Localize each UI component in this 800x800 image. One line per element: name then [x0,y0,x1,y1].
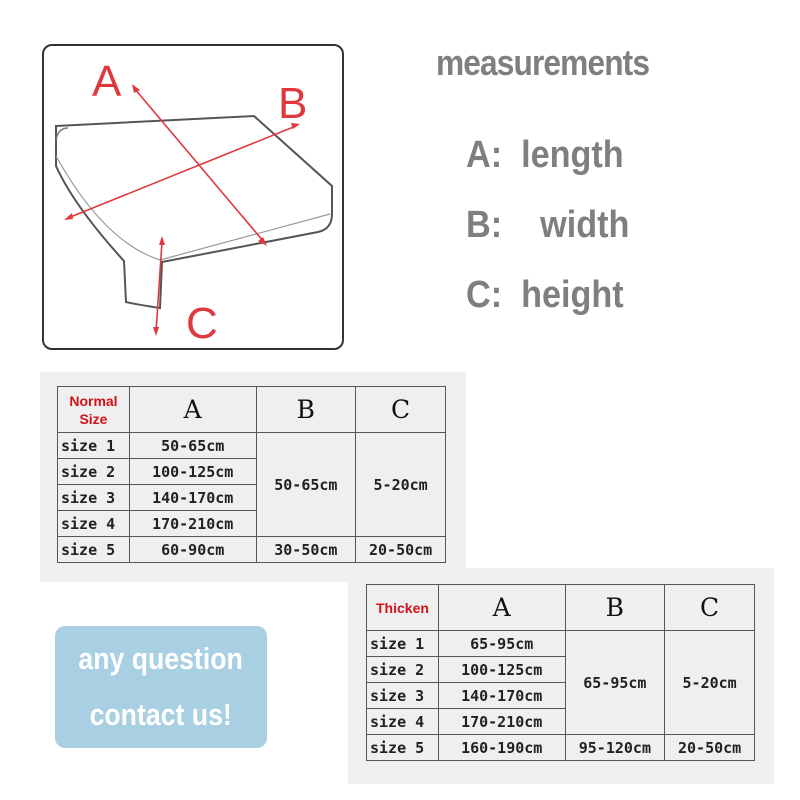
length-cell: 50-65cm [129,433,256,459]
cushion-side-edge [56,156,160,260]
width-cell-shared: 65-95cm [565,631,665,735]
legend-key: A: [466,134,503,176]
height-cell: 20-50cm [665,735,755,761]
column-header-c: C [356,387,446,433]
table-row [367,735,755,761]
column-header-a: A [438,585,565,631]
table-header-row [367,585,755,631]
cushion-illustration [44,46,342,348]
table-corner-label [58,387,130,433]
size-label: size 3 [367,683,439,709]
length-cell: 170-210cm [129,511,256,537]
normal-size-table [57,386,446,563]
measurements-title: measurements [436,42,650,83]
length-cell: 170-210cm [438,709,565,735]
cushion-diagram [42,44,344,350]
table-header-row [58,387,446,433]
normal-label-line2: Size [79,410,108,427]
length-cell: 140-170cm [438,683,565,709]
legend-row-b [466,204,629,247]
length-cell: 60-90cm [129,537,256,563]
width-cell-shared: 50-65cm [256,433,356,537]
contact-line2: contact us! [89,697,233,732]
size-label: size 1 [58,433,130,459]
contact-us-button[interactable] [55,626,267,748]
length-cell: 160-190cm [438,735,565,761]
table-corner-label [367,585,439,631]
length-cell: 140-170cm [129,485,256,511]
legend-value: height [521,274,624,316]
height-arrow [153,236,165,336]
cushion-top-edge [56,128,68,140]
length-cell: 65-95cm [438,631,565,657]
legend-value: width [540,204,630,246]
table-row [367,631,755,657]
length-cell: 100-125cm [438,657,565,683]
legend-row-c [466,274,624,317]
legend-row-a [466,134,624,177]
thicken-size-table [366,584,755,761]
legend-value: length [521,134,624,176]
height-cell-shared: 5-20cm [665,631,755,735]
width-cell: 30-50cm [256,537,356,563]
label-b: B [278,79,308,128]
column-header-b: B [256,387,356,433]
column-header-b: B [565,585,665,631]
size-label: size 2 [58,459,130,485]
size-label: size 5 [367,735,439,761]
size-label: size 2 [367,657,439,683]
table-row [58,433,446,459]
width-cell: 95-120cm [565,735,665,761]
table-row [58,537,446,563]
size-label: size 3 [58,485,130,511]
normal-label-line1: Normal [69,392,118,409]
legend-key: C: [466,274,503,316]
size-label: size 4 [58,511,130,537]
legend-key: B: [466,204,503,246]
column-header-c: C [665,585,755,631]
column-header-a: A [129,387,256,433]
height-cell-shared: 5-20cm [356,433,446,537]
size-label: size 4 [367,709,439,735]
length-cell: 100-125cm [129,459,256,485]
size-label: size 5 [58,537,130,563]
width-arrow [64,123,300,220]
height-cell: 20-50cm [356,537,446,563]
contact-line1: any question [78,641,244,676]
size-label: size 1 [367,631,439,657]
cushion-outline [56,116,332,308]
label-c: C [186,299,218,348]
label-a: A [92,57,122,106]
cushion-bottom-edge [160,214,330,260]
thicken-label: Thicken [376,599,429,616]
